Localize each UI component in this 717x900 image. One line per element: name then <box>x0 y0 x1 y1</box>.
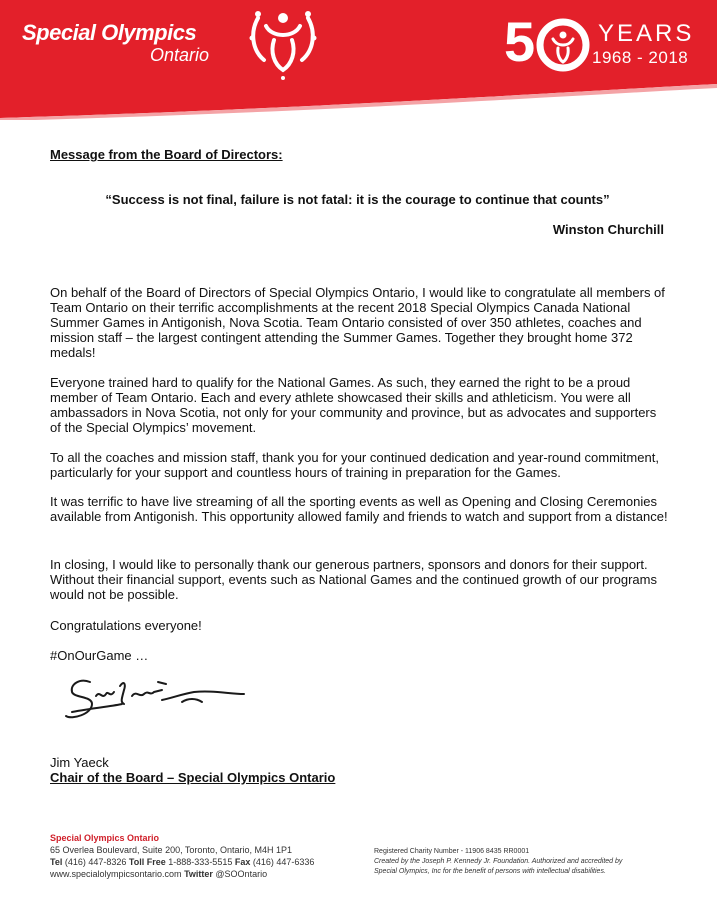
handwritten-signature <box>62 672 252 728</box>
anniversary-zero-logo-icon <box>536 18 590 72</box>
footer-contact-block <box>50 832 314 880</box>
tollfree-number: 1-888-333-5515 <box>168 857 233 867</box>
paragraph-hashtag: #OnOurGame … <box>50 648 149 663</box>
paragraph-streaming: It was terrific to have live streaming of all the sporting events as well as Opening and Closing Ceremonies available from Antigonish. This opportunity allowed family and friends to watch and support from a distance! <box>50 494 668 524</box>
letter-heading: Message from the Board of Directors: <box>50 147 283 162</box>
paragraph-congrats-everyone: Congratulations everyone! <box>50 618 202 633</box>
paragraph-training: Everyone trained hard to qualify for the National Games. As such, they earned the right to be a proud member of Team Ontario. Each and every athlete showcased their skills and athleticism. You were all ambassadors in Nova Scotia, not only for your community and province, but as advocates and supporters of the Special Olympics’ movement. <box>50 375 657 435</box>
signer-title: Chair of the Board – Special Olympics Ontario <box>50 770 336 785</box>
footer-org-name: Special Olympics Ontario <box>50 833 160 843</box>
quote-text: “Success is not final, failure is not fatal: it is the courage to continue that counts” <box>105 192 610 207</box>
quote-author: Winston Churchill <box>552 222 664 237</box>
charity-number: Registered Charity Number - 11906 8435 RR0001 <box>374 848 530 855</box>
special-olympics-logo-icon <box>244 8 322 80</box>
footer-address: 65 Overlea Boulevard, Suite 200, Toronto, Ontario, M4H 1P1 <box>50 845 292 855</box>
website-link[interactable]: www.specialolympicsontario.com <box>50 869 182 879</box>
accreditation-line-2: Special Olympics, Inc for the benefit of persons with intellectual disabilities. <box>374 868 606 875</box>
anniversary-digit-five: 5 <box>504 10 536 73</box>
paragraph-congratulations: On behalf of the Board of Directors of Special Olympics Ontario, I would like to congratulate all members of Team Ontario on their terrific accomplishments at the recent 2018 Special Olympics Canada National Summer Games in Antigonish, Nova Scotia. Team Ontario consisted of over 350 athletes, coaches and mission staff – the largest contingent attending the Summer Games. Together they brought home 372 medals! <box>50 285 665 360</box>
signer-name: Jim Yaeck <box>50 755 109 770</box>
footer-charity-block <box>374 847 674 877</box>
tel-number: (416) 447-8326 <box>64 857 127 867</box>
org-name-line1: Special Olympics <box>22 20 197 45</box>
footer-phone-line <box>50 856 314 868</box>
fax-label: Fax <box>234 857 251 867</box>
paragraph-coaches: To all the coaches and mission staff, thank you for your continued dedication and year-round commitment, particularly for your support and countless hours of training in preparation for the Games. <box>50 450 659 480</box>
twitter-label: Twitter <box>184 869 213 879</box>
tel-label: Tel <box>50 857 63 867</box>
anniversary-years-label: YEARS <box>598 20 695 47</box>
fax-number: (416) 447-6336 <box>252 857 315 867</box>
org-name-line2: Ontario <box>150 45 210 65</box>
accreditation-line-1: Created by the Joseph P. Kennedy Jr. Foundation. Authorized and accredited by <box>374 858 623 865</box>
footer-web-line <box>50 868 314 880</box>
anniversary-years-range: 1968 - 2018 <box>592 48 689 67</box>
twitter-handle[interactable]: @SOOntario <box>215 869 268 879</box>
paragraph-closing: In closing, I would like to personally thank our generous partners, sponsors and donors for their support. Without their financial support, events such as National Games and the continued growth of our programs would not be possible. <box>50 557 657 602</box>
tollfree-label: Toll Free <box>128 857 166 867</box>
